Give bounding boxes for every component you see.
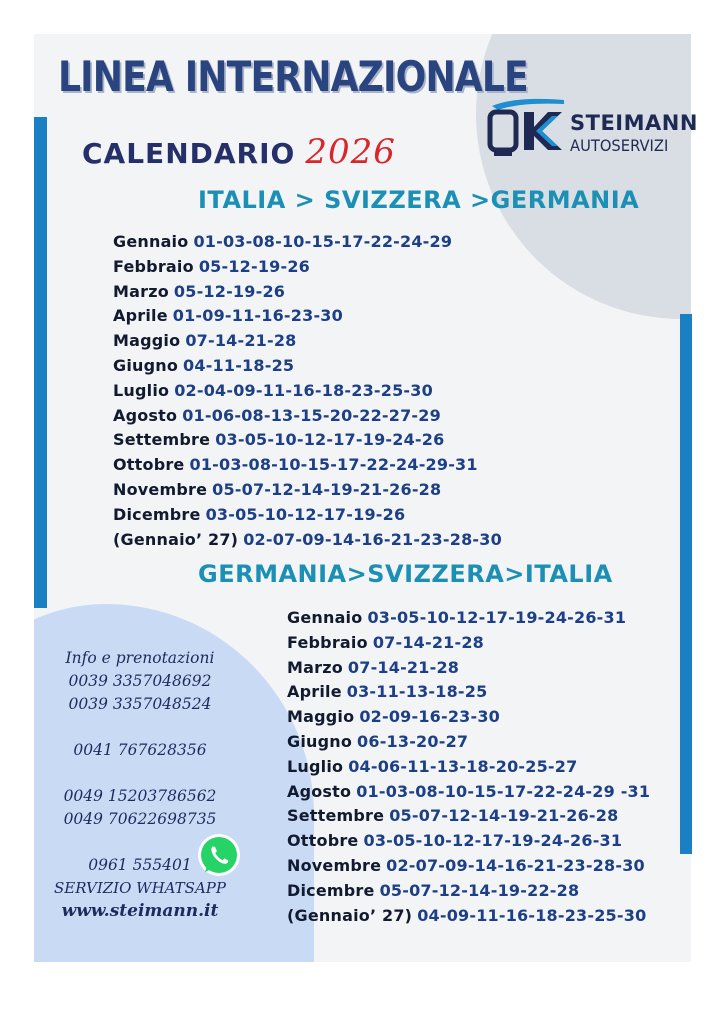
departure-days: 03-11-13-18-25 xyxy=(346,682,488,702)
return-schedule xyxy=(287,606,650,928)
bus-logo-icon xyxy=(486,94,570,164)
departure-days: 06-13-20-27 xyxy=(357,731,469,751)
phone-italy-1[interactable]: 0039 3357048692 xyxy=(68,672,212,690)
schedule-row xyxy=(287,879,650,904)
month-label: Luglio xyxy=(287,756,344,776)
month-label: (Gennaio’ 27) xyxy=(287,905,413,925)
departure-days: 07-14-21-28 xyxy=(347,657,460,677)
schedule-row xyxy=(113,503,502,528)
month-label: Giugno xyxy=(113,355,179,375)
departure-days: 01-03-08-10-15-17-22-24-29 -31 xyxy=(356,781,651,801)
month-label: Dicembre xyxy=(287,880,375,900)
calendar-heading xyxy=(82,132,396,172)
month-label: Ottobre xyxy=(113,455,185,475)
calendar-label: CALENDARIO xyxy=(82,137,296,170)
schedule-row xyxy=(287,631,650,656)
website-link[interactable]: www.steimann.it xyxy=(61,901,219,921)
month-label: Marzo xyxy=(113,281,169,301)
schedule-row xyxy=(287,656,650,681)
month-label: Maggio xyxy=(287,707,355,727)
logo-brand: STEIMANN xyxy=(570,111,698,135)
month-label: Febbraio xyxy=(113,256,194,276)
schedule-row xyxy=(287,730,650,755)
schedule-row xyxy=(113,329,502,354)
departure-days: 01-03-08-10-15-17-22-24-29-31 xyxy=(189,455,478,475)
month-label: Agosto xyxy=(113,405,178,425)
schedule-row xyxy=(113,354,502,379)
schedule-row xyxy=(113,404,502,429)
month-label: (Gennaio’ 27) xyxy=(113,529,239,549)
schedule-row xyxy=(113,478,502,503)
departure-days: 03-05-10-12-17-19-24-26-31 xyxy=(367,608,627,627)
schedule-row xyxy=(113,230,502,255)
departure-days: 02-07-09-14-16-21-23-28-30 xyxy=(243,529,502,549)
month-label: Gennaio xyxy=(113,232,189,251)
schedule-row xyxy=(287,606,650,631)
contact-info xyxy=(40,647,240,923)
route-return-title: GERMANIA>SVIZZERA>ITALIA xyxy=(198,560,613,588)
schedule-row xyxy=(113,453,502,478)
month-label: Ottobre xyxy=(287,831,359,851)
schedule-row xyxy=(287,829,650,854)
departure-days: 04-06-11-13-18-20-25-27 xyxy=(348,756,578,776)
departure-days: 07-14-21-28 xyxy=(372,632,484,652)
schedule-row xyxy=(287,680,650,705)
month-label: Settembre xyxy=(113,430,211,450)
departure-days: 04-11-18-25 xyxy=(183,355,295,375)
schedule-row xyxy=(113,428,502,453)
calendar-year: 2026 xyxy=(305,132,396,172)
schedule-row xyxy=(287,705,650,730)
logo-subtitle: AUTOSERVIZI xyxy=(570,136,669,155)
departure-days: 03-05-10-12-17-19-24-26-31 xyxy=(363,831,623,851)
schedule-row xyxy=(287,904,650,929)
month-label: Gennaio xyxy=(287,608,363,627)
phone-germany-2[interactable]: 0049 70622698735 xyxy=(63,810,217,828)
whatsapp-number[interactable]: 0961 555401 xyxy=(88,856,192,874)
phone-germany-1[interactable]: 0049 15203786562 xyxy=(63,787,217,805)
outbound-schedule xyxy=(113,230,502,552)
month-label: Luglio xyxy=(113,380,170,400)
schedule-row xyxy=(113,280,502,305)
contact-heading: Info e prenotazioni xyxy=(65,649,215,667)
month-label: Agosto xyxy=(287,781,352,801)
month-label: Giugno xyxy=(287,731,353,751)
phone-italy-2[interactable]: 0039 3357048524 xyxy=(68,695,212,713)
schedule-row xyxy=(113,528,502,553)
departure-days: 05-07-12-14-19-21-26-28 xyxy=(389,806,619,826)
schedule-row xyxy=(287,755,650,780)
departure-days: 01-03-08-10-15-17-22-24-29 xyxy=(193,232,453,251)
departure-days: 05-12-19-26 xyxy=(198,256,310,276)
month-label: Febbraio xyxy=(287,632,368,652)
month-label: Marzo xyxy=(287,657,343,677)
month-label: Maggio xyxy=(113,331,181,351)
departure-days: 02-04-09-11-16-18-23-25-30 xyxy=(174,380,433,400)
schedule-row xyxy=(113,379,502,404)
month-label: Novembre xyxy=(287,855,382,875)
phone-switzerland[interactable]: 0041 767628356 xyxy=(73,741,207,759)
month-label: Novembre xyxy=(113,479,208,499)
departure-days: 05-07-12-14-19-22-28 xyxy=(379,880,580,900)
whatsapp-icon[interactable] xyxy=(196,832,242,878)
schedule-row xyxy=(287,804,650,829)
departure-days: 07-14-21-28 xyxy=(185,331,297,351)
route-outbound-title: ITALIA > SVIZZERA >GERMANIA xyxy=(198,186,640,214)
month-label: Dicembre xyxy=(113,504,201,524)
month-label: Aprile xyxy=(287,682,342,702)
departure-days: 02-09-16-23-30 xyxy=(359,707,501,727)
departure-days: 03-05-10-12-17-19-26 xyxy=(205,504,406,524)
schedule-row xyxy=(113,255,502,280)
departure-days: 05-12-19-26 xyxy=(173,281,286,301)
month-label: Settembre xyxy=(287,806,385,826)
schedule-row xyxy=(287,854,650,879)
steimann-logo xyxy=(486,94,698,164)
departure-days: 05-07-12-14-19-21-26-28 xyxy=(212,479,442,499)
departure-days: 01-09-11-16-23-30 xyxy=(172,306,343,326)
departure-days: 01-06-08-13-15-20-22-27-29 xyxy=(182,405,441,425)
schedule-row xyxy=(113,304,502,329)
whatsapp-label: SERVIZIO WHATSAPP xyxy=(54,879,226,897)
page-title: LINEA INTERNAZIONALE xyxy=(58,52,528,101)
schedule-row xyxy=(287,780,650,805)
left-accent-bar xyxy=(34,117,47,608)
departure-days: 04-09-11-16-18-23-25-30 xyxy=(417,905,647,925)
departure-days: 02-07-09-14-16-21-23-28-30 xyxy=(386,855,645,875)
month-label: Aprile xyxy=(113,306,168,326)
right-accent-bar xyxy=(680,314,692,854)
departure-days: 03-05-10-12-17-19-24-26 xyxy=(215,430,445,450)
